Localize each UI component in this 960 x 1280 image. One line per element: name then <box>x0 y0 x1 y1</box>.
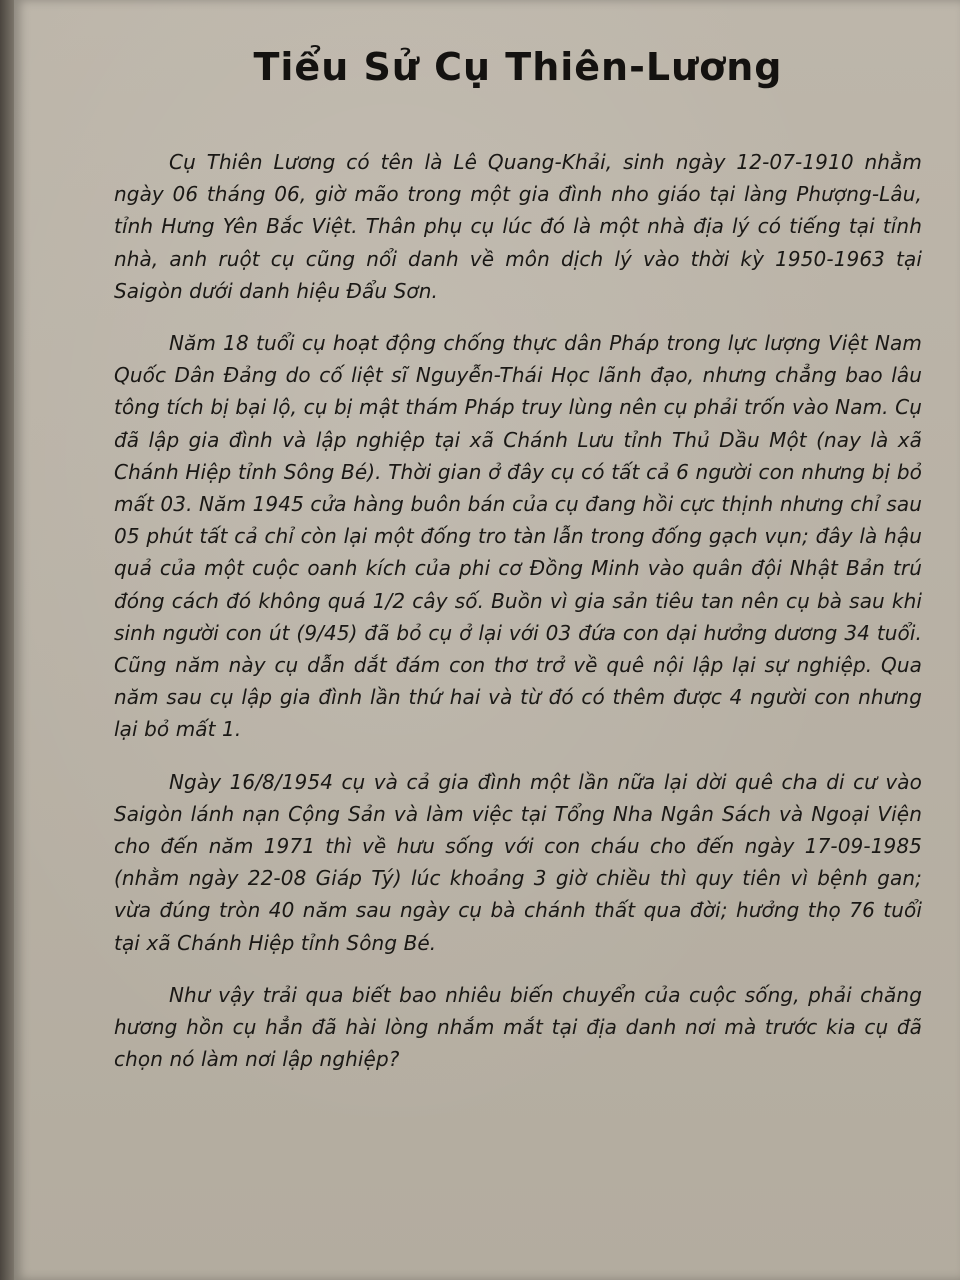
paragraph-later-life: Ngày 16/8/1954 cụ và cả gia đình một lần nữa lại dời quê cha di cư vào Saigòn lánh nạn Cộng Sản và làm việc tại Tổng Nha Ngân Sách và Ngoại Viện cho đến năm 1971 thì về hưu sống với con cháu cho đến ngày 17-09-1985 (nhằm ngày 22-08 Giáp Tý) lúc khoảng 3 giờ chiều thì quy tiên vì bệnh gan; vừa đúng tròn 40 năm sau ngày cụ bà chánh thất qua đời; hưởng thọ 76 tuổi tại xã Chánh Hiệp tỉnh Sông Bé. <box>114 769 922 955</box>
book-page <box>14 0 960 1280</box>
page-title: Tiểu Sử Cụ Thiên-Lương <box>253 45 783 89</box>
paragraph-birth: Cụ Thiên Lương có tên là Lê Quang-Khải, sinh ngày 12-07-1910 nhằm ngày 06 tháng 06, giờ mão trong một gia đình nho giáo tại làng Phượng-Lâu, tỉnh Hưng Yên Bắc Việt. Thân phụ cụ lúc đó là một nhà địa lý có tiếng tại tỉnh nhà, anh ruột cụ cũng nổi danh về môn dịch lý vào thời kỳ 1950-1963 tại Saigòn dưới danh hiệu Đẩu Sơn. <box>114 150 922 303</box>
page-content <box>114 0 922 1075</box>
paragraph-conclusion: Như vậy trải qua biết bao nhiêu biến chuyển của cuộc sống, phải chăng hương hồn cụ hẳn đã hài lòng nhắm mắt tại địa danh nơi mà trước kia cụ đã chọn nó làm nơi lập nghiệp? <box>114 982 922 1072</box>
paragraph-early-life: Năm 18 tuổi cụ hoạt động chống thực dân Pháp trong lực lượng Việt Nam Quốc Dân Đảng do cố liệt sĩ Nguyễn-Thái Học lãnh đạo, nhưng chẳng bao lâu tông tích bị bại lộ, cụ bị mật thám Pháp truy lùng nên cụ phải trốn vào Nam. Cụ đã lập gia đình và lập nghiệp tại xã Chánh Lưu tỉnh Thủ Dầu Một (nay là xã Chánh Hiệp tỉnh Sông Bé). Thời gian ở đây cụ có tất cả 6 người con nhưng bị bỏ mất 03. Năm 1945 cửa hàng buôn bán của cụ đang hồi cực thịnh nhưng chỉ sau 05 phút tất cả chỉ còn lại một đống tro tàn lẫn trong đống gạch vụn; đây là hậu quả của một cuộc oanh kích của phi cơ Đồng Minh vào quân đội Nhật Bản trú đóng cách đó không quá 1/2 cây số. Buồn vì gia sản tiêu tan nên cụ bà sau khi sinh người con út (9/45) đã bỏ cụ ở lại với 03 đứa con dại hưởng dương 34 tuổi. Cũng năm này cụ dẫn dắt đám con thơ trở về quê nội lập lại sự nghiệp. Qua năm sau cụ lập gia đình lần thứ hai và từ đó có thêm được 4 người con nhưng lại bỏ mất 1. <box>114 331 922 742</box>
